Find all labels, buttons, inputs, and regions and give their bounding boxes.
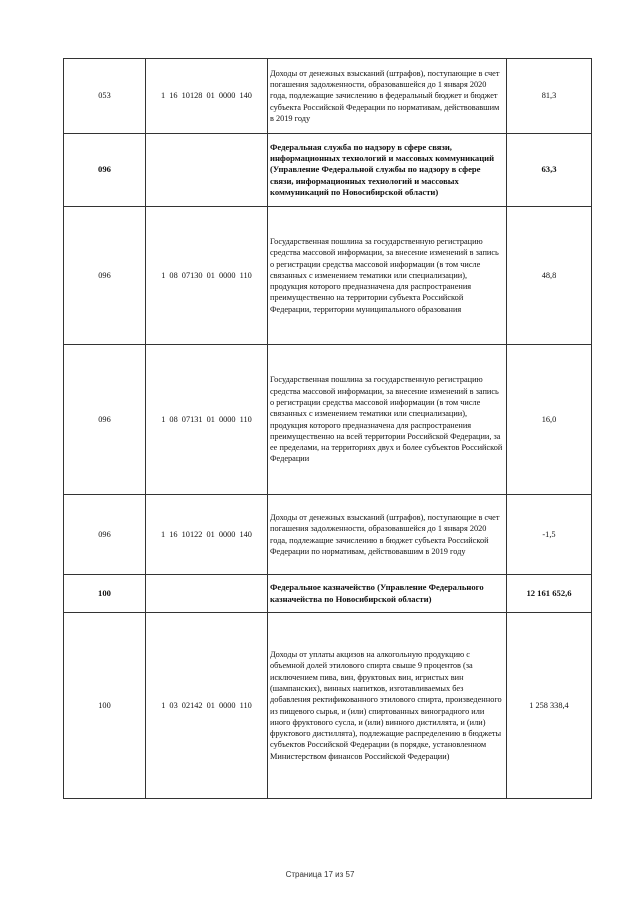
table-row bbox=[64, 345, 592, 495]
budget-table bbox=[63, 58, 592, 799]
sum-cell: 16,0 bbox=[507, 345, 592, 495]
sum-cell: 1 258 338,4 bbox=[507, 613, 592, 799]
budget-code-cell: 1 16 10122 01 0000 140 bbox=[146, 495, 268, 575]
admin-code-cell: 100 bbox=[64, 575, 146, 613]
description-cell: Федеральная служба по надзору в сфере связи, информационных технологий и массовых коммуникаций (Управление Федеральной службы по надзору в сфере связи, информационных технологий и массовых коммуникаций по Новосибирской области) bbox=[268, 134, 507, 207]
budget-code-cell: 1 08 07130 01 0000 110 bbox=[146, 207, 268, 345]
sum-cell: 48,8 bbox=[507, 207, 592, 345]
admin-code-cell: 096 bbox=[64, 207, 146, 345]
description-cell: Доходы от денежных взысканий (штрафов), поступающие в счет погашения задолженности, образовавшейся до 1 января 2020 года, подлежащие зачислению в бюджет субъекта Российской Федерации по нормативам, действовавшим в 2019 году bbox=[268, 495, 507, 575]
table-row bbox=[64, 207, 592, 345]
table-row bbox=[64, 495, 592, 575]
page-number: Страница 17 из 57 bbox=[285, 870, 355, 879]
sum-cell: 63,3 bbox=[507, 134, 592, 207]
description-cell: Федеральное казначейство (Управление Федерального казначейства по Новосибирской области) bbox=[268, 575, 507, 613]
sum-cell: 81,3 bbox=[507, 59, 592, 134]
table-row bbox=[64, 613, 592, 799]
admin-code-cell: 096 bbox=[64, 134, 146, 207]
admin-code-cell: 096 bbox=[64, 345, 146, 495]
admin-code-cell: 096 bbox=[64, 495, 146, 575]
sum-cell: -1,5 bbox=[507, 495, 592, 575]
budget-code-cell: 1 08 07131 01 0000 110 bbox=[146, 345, 268, 495]
admin-code-cell: 053 bbox=[64, 59, 146, 134]
budget-code-cell: 1 03 02142 01 0000 110 bbox=[146, 613, 268, 799]
table-row-header bbox=[64, 575, 592, 613]
description-cell: Доходы от уплаты акцизов на алкогольную продукцию с объемной долей этилового спирта свыше 9 процентов (за исключением пива, вин, фруктовых вин, игристых вин (шампанских), винных напитков, изготавливаемых без добавления ректификованного этилового спирта, произведенного из пищевого сырья, и (или) спиртованных виноградного или иного фруктового сусла, и (или) винного дистиллята, и (или) фруктового дистиллята), подлежащие распределению в бюджеты субъектов Российской Федерации (в порядке, установленном Министерством финансов Российской Федерации) bbox=[268, 613, 507, 799]
budget-code-cell: 1 16 10128 01 0000 140 bbox=[146, 59, 268, 134]
description-cell: Доходы от денежных взысканий (штрафов), поступающие в счет погашения задолженности, образовавшейся до 1 января 2020 года, подлежащие зачислению в федеральный бюджет и бюджет субъекта Российской Федерации по нормативам, действовавшим в 2019 году bbox=[268, 59, 507, 134]
sum-cell: 12 161 652,6 bbox=[507, 575, 592, 613]
budget-code-cell bbox=[146, 134, 268, 207]
table-row bbox=[64, 59, 592, 134]
admin-code-cell: 100 bbox=[64, 613, 146, 799]
description-cell: Государственная пошлина за государственную регистрацию средства массовой информации, за внесение изменений в запись о регистрации средства массовой информации (в том числе связанных с изменением тематики или специализации), продукция которого предназначена для распространения преимущественно на территории субъекта Российской Федерации, территории муниципального образования bbox=[268, 207, 507, 345]
budget-code-cell bbox=[146, 575, 268, 613]
table-row-header bbox=[64, 134, 592, 207]
description-cell: Государственная пошлина за государственную регистрацию средства массовой информации, за внесение изменений в запись о регистрации средства массовой информации (в том числе связанных с изменением тематики или специализации), продукция которого предназначена для распространения преимущественно на всей территории Российской Федерации, за ее пределами, на территориях двух и более субъектов Российской Федерации bbox=[268, 345, 507, 495]
